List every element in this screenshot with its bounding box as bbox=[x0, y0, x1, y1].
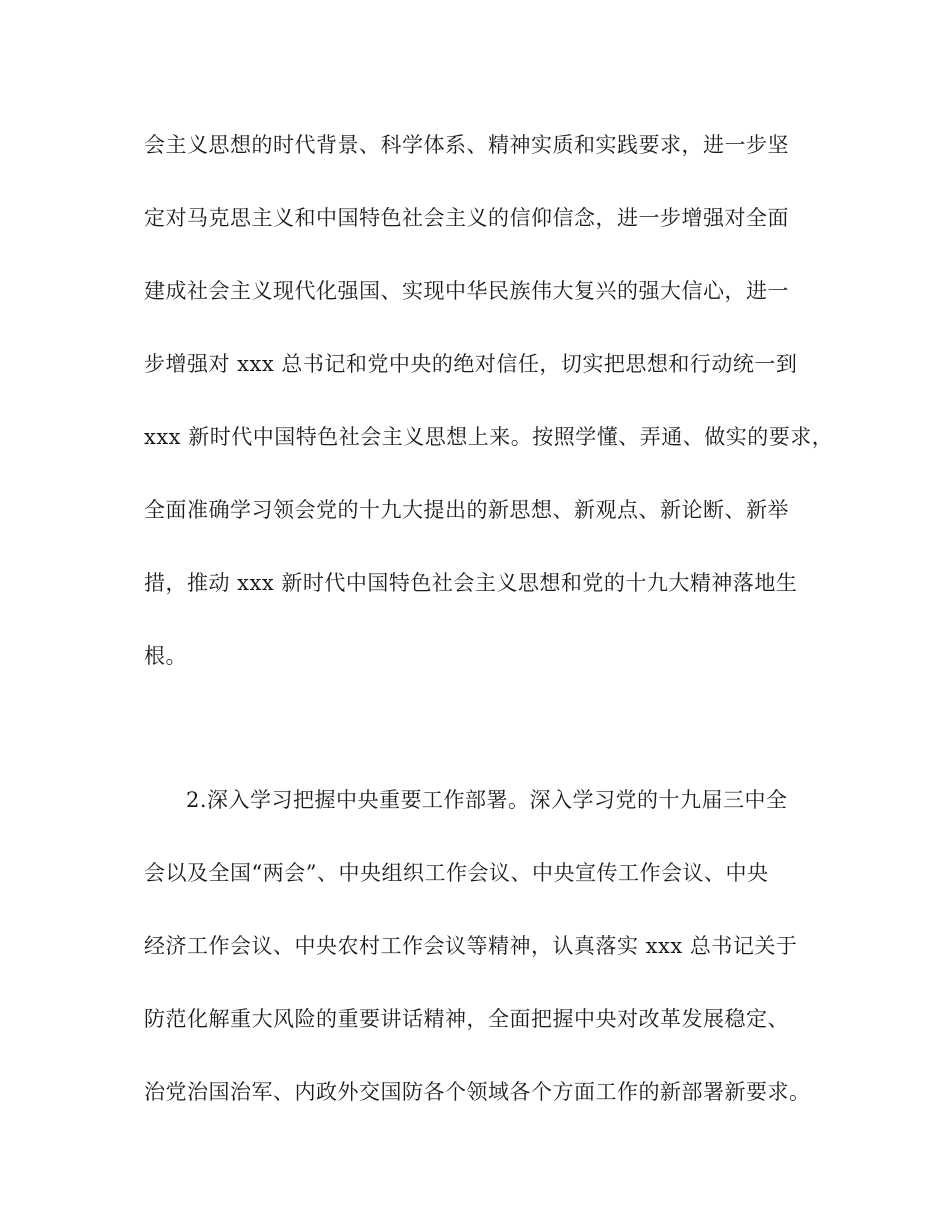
paragraph-line: 建成社会主义现代化强国、实现中华民族伟大复兴的强大信心，进一 bbox=[144, 279, 789, 303]
paragraph-line: 防范化解重大风险的重要讲话精神，全面把握中央对改革发展稳定、 bbox=[144, 1007, 789, 1031]
paragraph-line: 经济工作会议、中央农村工作会议等精神，认真落实 xxx 总书记关于 bbox=[144, 934, 798, 958]
paragraph-line: 全面准确学习领会党的十九大提出的新思想、新观点、新论断、新举 bbox=[144, 498, 789, 522]
paragraph-line: 会主义思想的时代背景、科学体系、精神实质和实践要求，进一步坚 bbox=[144, 133, 789, 157]
paragraph-line: 会以及全国“两会”、中央组织工作会议、中央宣传工作会议、中央 bbox=[144, 861, 769, 885]
paragraph-line: 2.深入学习把握中央重要工作部署。深入学习党的十九届三中全 bbox=[186, 788, 788, 812]
paragraph-line: 步增强对 xxx 总书记和党中央的绝对信任，切实把思想和行动统一到 bbox=[144, 352, 798, 376]
paragraph-line: 措，推动 xxx 新时代中国特色社会主义思想和党的十九大精神落地生 bbox=[144, 571, 798, 595]
paragraph-line: 定对马克思主义和中国特色社会主义的信仰信念，进一步增强对全面 bbox=[144, 206, 789, 230]
paragraph-line: 治党治国治军、内政外交国防各个领域各个方面工作的新部署新要求。 bbox=[144, 1080, 811, 1104]
paragraph-line: xxx 新时代中国特色社会主义思想上来。按照学懂、弄通、做实的要求， bbox=[144, 425, 834, 449]
paragraph-line: 根。 bbox=[144, 644, 187, 668]
